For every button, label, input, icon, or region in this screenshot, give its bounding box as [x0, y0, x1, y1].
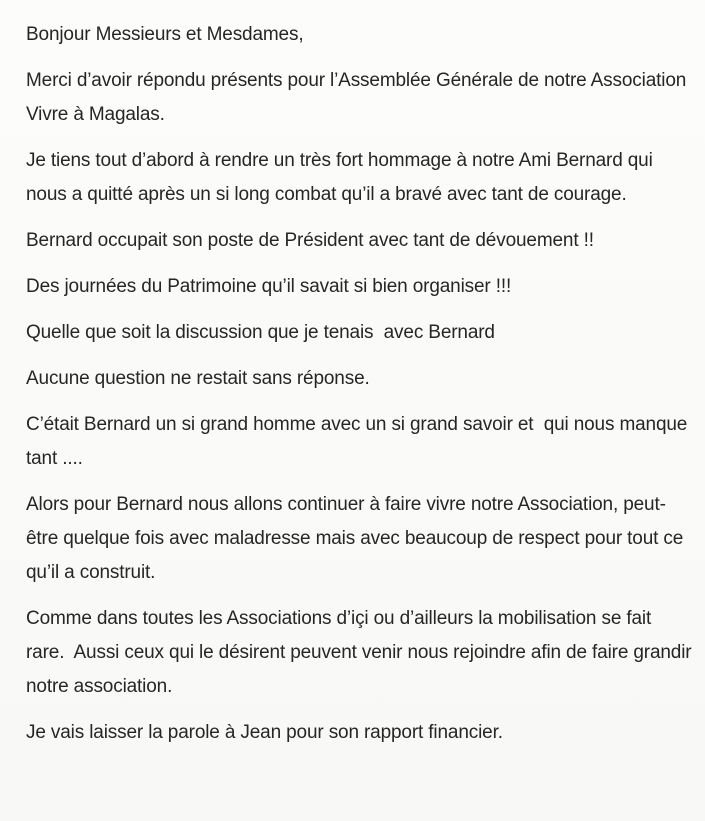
- answer-paragraph: Aucune question ne restait sans réponse.: [26, 368, 370, 389]
- mobilisation-paragraph: Comme dans toutes les Associations d’içi ou d’ailleurs la mobilisation se fait rare. Aussi ceux qui le désirent peuvent venir nous rejoindre afin de faire grandir notre association.: [26, 608, 697, 697]
- great-man-paragraph: C’était Bernard un si grand homme avec un si grand savoir et qui nous manque tant ....: [26, 414, 693, 469]
- tribute-paragraph: Je tiens tout d’abord à rendre un très fort hommage à notre Ami Bernard qui nous a quitté après un si long combat qu’il a bravé avec tant de courage.: [26, 150, 658, 205]
- closing-paragraph: Je vais laisser la parole à Jean pour son rapport financier.: [26, 722, 503, 743]
- president-paragraph: Bernard occupait son poste de Président avec tant de dévouement !!: [26, 230, 594, 251]
- discussion-paragraph: Quelle que soit la discussion que je tenais avec Bernard: [26, 322, 495, 343]
- thanks-paragraph: Merci d’avoir répondu présents pour l’Assemblée Générale de notre Association Vivre à Magalas.: [26, 70, 692, 125]
- continue-association-paragraph: Alors pour Bernard nous allons continuer à faire vivre notre Association, peut-être quelque fois avec maladresse mais avec beaucoup de respect pour tout ce qu’il a construit.: [26, 494, 689, 583]
- patrimoine-paragraph: Des journées du Patrimoine qu’il savait si bien organiser !!!: [26, 276, 512, 297]
- letter-body: [26, 18, 697, 750]
- greeting-paragraph: Bonjour Messieurs et Mesdames,: [26, 24, 304, 45]
